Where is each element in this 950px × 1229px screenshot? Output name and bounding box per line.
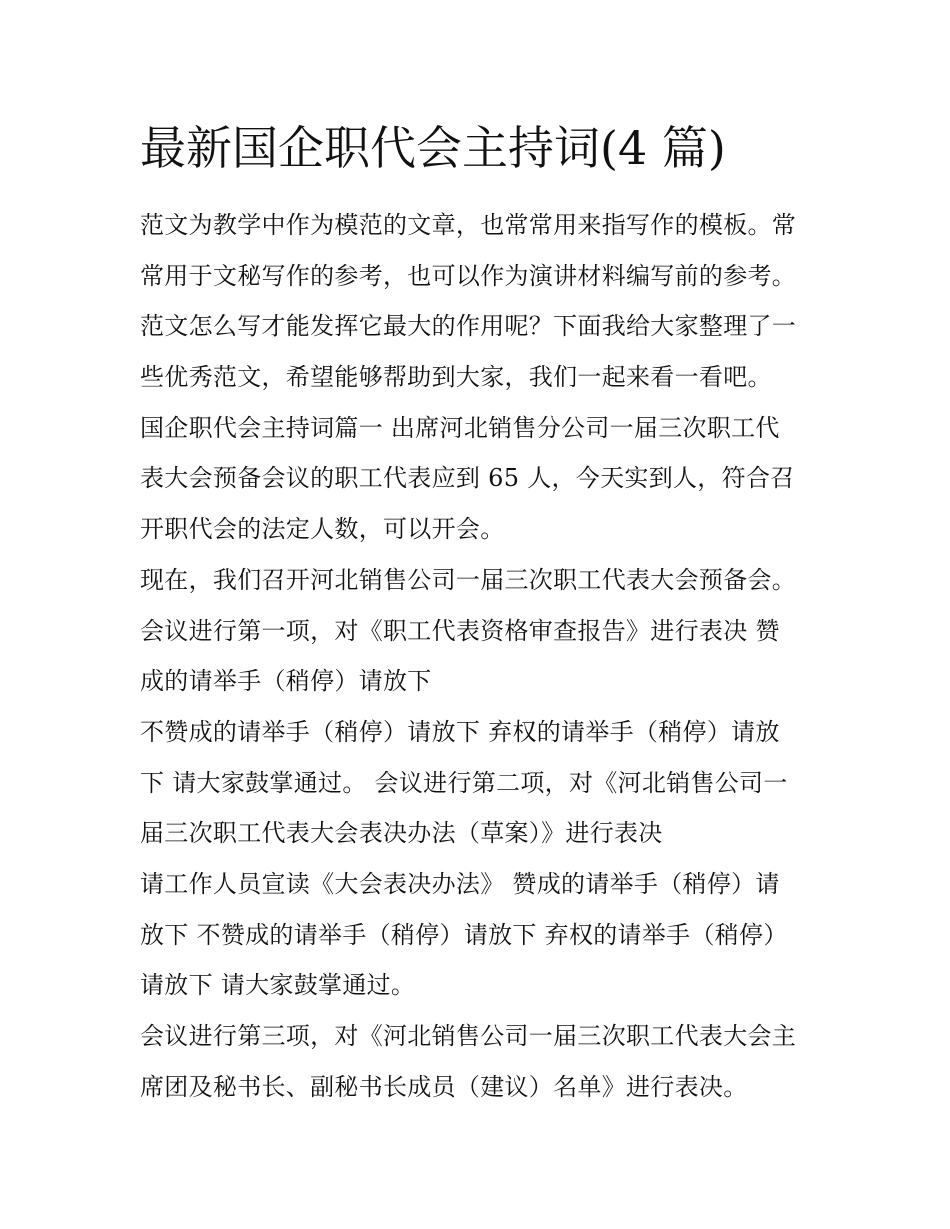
body-line: 些优秀范文，希望能够帮助到大家，我们一起来看一看吧。	[140, 363, 772, 392]
body-line: 下 请大家鼓掌通过。 会议进行第二项，对《河北销售公司一	[140, 768, 788, 797]
body-line: 常用于文秘写作的参考，也可以作为演讲材料编写前的参考。	[140, 261, 797, 290]
body-line: 表大会预备会议的职工代表应到 65 人，今天实到人，符合召	[140, 464, 795, 493]
body-line: 会议进行第一项，对《职工代表资格审查报告》进行表决 赞	[140, 616, 780, 645]
document-body	[140, 200, 830, 1112]
body-line: 席团及秘书长、副秘书长成员（建议）名单》进行表决。	[140, 1072, 748, 1101]
document-title: 最新国企职代会主持词(4 篇)	[140, 121, 726, 175]
body-line: 请放下 请大家鼓掌通过。	[140, 971, 416, 1000]
body-line: 放下 不赞成的请举手（稍停）请放下 弃权的请举手（稍停）	[140, 920, 788, 949]
body-line: 范文怎么写才能发挥它最大的作用呢？下面我给大家整理了一	[140, 312, 797, 341]
body-line: 不赞成的请举手（稍停）请放下 弃权的请举手（稍停）请放	[140, 717, 780, 746]
body-line: 范文为教学中作为模范的文章，也常常用来指写作的模板。常	[140, 211, 797, 239]
body-line: 开职代会的法定人数，可以开会。	[140, 515, 505, 544]
body-line: 会议进行第三项，对《河北销售公司一届三次职工代表大会主	[140, 1022, 797, 1050]
body-line: 成的请举手（稍停）请放下	[140, 667, 432, 696]
body-line: 国企职代会主持词篇一 出席河北销售分公司一届三次职工代	[140, 413, 780, 442]
body-line: 现在，我们召开河北销售公司一届三次职工代表大会预备会。	[140, 565, 797, 594]
body-line: 届三次职工代表大会表决办法（草案）》进行表决	[140, 819, 663, 848]
body-line: 请工作人员宣读《大会表决办法》 赞成的请举手（稍停）请	[140, 869, 780, 898]
